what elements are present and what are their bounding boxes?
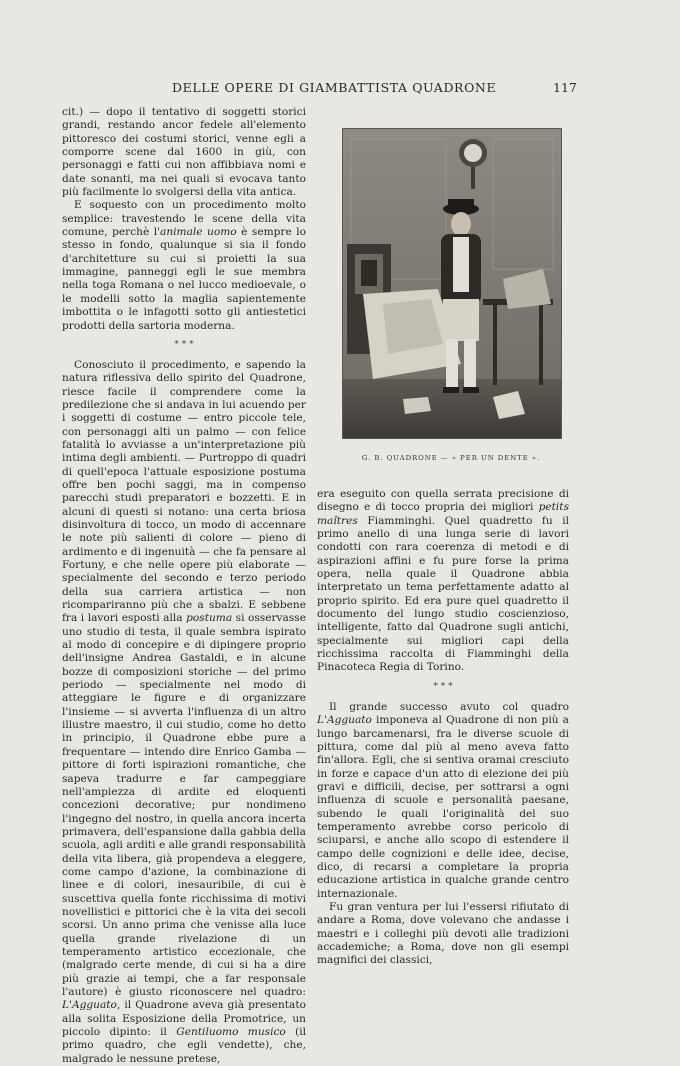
paragraph <box>317 488 569 675</box>
paragraph <box>62 359 306 1066</box>
italic-phrase: L'Agguato <box>317 714 372 727</box>
paragraph <box>317 701 569 901</box>
paragraph <box>317 901 569 968</box>
paragraph-text: imponeva al Quadrone di non più a lungo barcamenarsi, fra le diverse scuole di pittura, come dal più al meno aveva fatto fin'allora. Egli, che si sentiva oramai cresciuto in forze e capace d'un atto di elezione dei più gravi e difficili, decise, per sottrarsi a ogni influenza di scuole e personalità paesane, subendo le quali l'originalità del suo temperamento avrebbe corso pericolo di sciuparsi, e anche allo scopo di estendere il campo delle cognizioni e delle idee, decise, dico, di recarsi a completare la propria educazione artistica in qualche grande centro internazionale. <box>317 714 569 900</box>
left-column <box>62 106 306 1066</box>
paragraph-text: Il grande successo avuto col quadro <box>329 700 569 713</box>
italic-phrase: postuma <box>186 612 233 625</box>
paragraph-text: era eseguito con quella serrata precisione di disegno e di tocco propria dei migliori <box>317 488 569 514</box>
italic-phrase: petits maîtres <box>317 501 569 527</box>
paragraph-text: (il primo quadro, che egli vendette), che, malgrado le nessune pretese, <box>62 1026 306 1065</box>
painting-illustration <box>342 128 562 439</box>
paragraph-text: si osservasse uno studio di testa, il quale sembra ispirato al modo di concepire e di dipingere proprio dell'insigne Andrea Gastaldi, e in alcune bozze di composizioni storiche — del primo periodo — specialmente nel modo di atteggiare le figure e di organizzare l'insieme — si avverta l'influenza di un altro illustre maestro, il cui studio, come ho detto in principio, il Quadrone ebbe pure a frequentare — intendo dire Enrico Gamba — pittore di forti ispirazioni romantiche, che sapeva tradurre e far campeggiare nell'ampiezza di ardite ed eloquenti concezioni decorative; pur nondimeno l'ingegno del nostro, in quella ancora incerta primavera, dell'espansione dalla gabbia della scuola, agli arditi e alle grandi responsabilità della vita libera, già propendeva a eleggere, come campo d'azione, la combinazione di linee e di colori, inesauribile, di cui è suscettiva quella fonte ricchissima di motivi novellistici e pittorici che è la vita dei secoli scorsi. Un anno prima che venisse alla luce quella grande rivelazione di un temperamento artistico eccezionale, che (malgrado certe mende, di cui si ha a dire più grazie ai tempi, che a far responsale l'autore) è giusto riconoscere nel quadro: <box>62 612 307 998</box>
figure-caption: G. B. QUADRONE — « PER UN DENTE ». <box>361 454 541 462</box>
section-asterism: * * * <box>174 339 194 350</box>
paragraph-text: Fiamminghi. Quel quadretto fu il primo anello di una lunga serie di lavori condotti con rara coerenza di metodi e di aspirazioni affini e fu pure forse la prima opera, nella quale il Quadrone abbia interpretato un tema perfettamente adatto al proprio spirito. Ed era pure quel quadretto il documento del lungo studio coscienzioso, intelligente, fatto dal Quadrone sugli antichi, specialmente sui migliori capi della ricchissima raccolta di Fiamminghi della Pinacoteca Regia di Torino. <box>317 514 569 674</box>
page-number: 117 <box>553 80 577 95</box>
paragraph-text: cit.) — dopo il tentativo di soggetti storici grandi, restando ancor fedele all'elemento pittoresco dei costumi storici, venne egli a comporre scene dal 1600 in giù, con personaggi e fatti cui non affibbiava nomi e date sonanti, ma nei quali si evocava tanto più facilmente lo svolgersi della vita antica. <box>62 106 306 199</box>
paragraph <box>62 199 306 332</box>
running-title: DELLE OPERE DI GIAMBATTISTA QUADRONE <box>172 80 497 95</box>
paragraph-text: E soquesto con un procedimento molto semplice: travestendo le scene della vita comune, perchè l' <box>62 199 306 239</box>
section-asterism: * * * <box>433 681 453 692</box>
paragraph-text: Fu gran ventura per lui l'essersi rifiutato di andare a Roma, dove volevano che andasse i maestri e i colleghi più devoti alle tradizioni accademiche; a Roma, dove non gli esempi magnifici dei classici, <box>317 900 569 967</box>
paragraph-text: è sempre lo stesso in fondo, qualunque si sia il fondo d'architetture su cui si proietti la sua immagine, panneggi egli le sue membra nella toga Romana o nel lucco medioevale, o le modelli sotto la maglia sapientemente imbottita o le infagotti sotto gli antiestetici prodotti della sartoria moderna. <box>62 226 306 332</box>
right-column <box>317 488 569 968</box>
paragraph-text: , il Quadrone aveva già presentato alla solita Esposizione della Promotrice, un piccolo dipinto: il <box>62 999 306 1039</box>
paragraph-text: Conosciuto il procedimento, e sapendo la natura riflessiva dello spirito del Quadrone, riesce facile il comprendere come la predilezione che si andava in lui acuendo per i soggetti di costume — entro piccole tele, con personaggi alti un palmo — con felice fatalità lo avviasse a un'interpretazione più intima degli ambienti. — Purtroppo di quadri di quell'epoca l'attuale esposizione postuma offre ben pochi saggi, ma in compenso parecchi studi preparatori e bozzetti. E in alcuni di questi si notano: una certa briosa disinvoltura di tocco, un modo di accennare le note più salienti di colore — pieno di ardimento e di ingenuità — che fa pensare al Fortuny, e che nelle opere più elaborate — specialmente del secondo e terzo periodo della sua carriera artistica — non ricompariranno più che a sbalzi. E sebbene fra i lavori esposti alla <box>62 358 306 625</box>
italic-phrase: L'Agguato <box>62 999 117 1012</box>
italic-phrase: animale uomo <box>160 226 237 239</box>
italic-phrase: Gentiluomo musico <box>176 1026 286 1039</box>
painting-image <box>343 129 561 438</box>
paragraph <box>62 106 306 199</box>
